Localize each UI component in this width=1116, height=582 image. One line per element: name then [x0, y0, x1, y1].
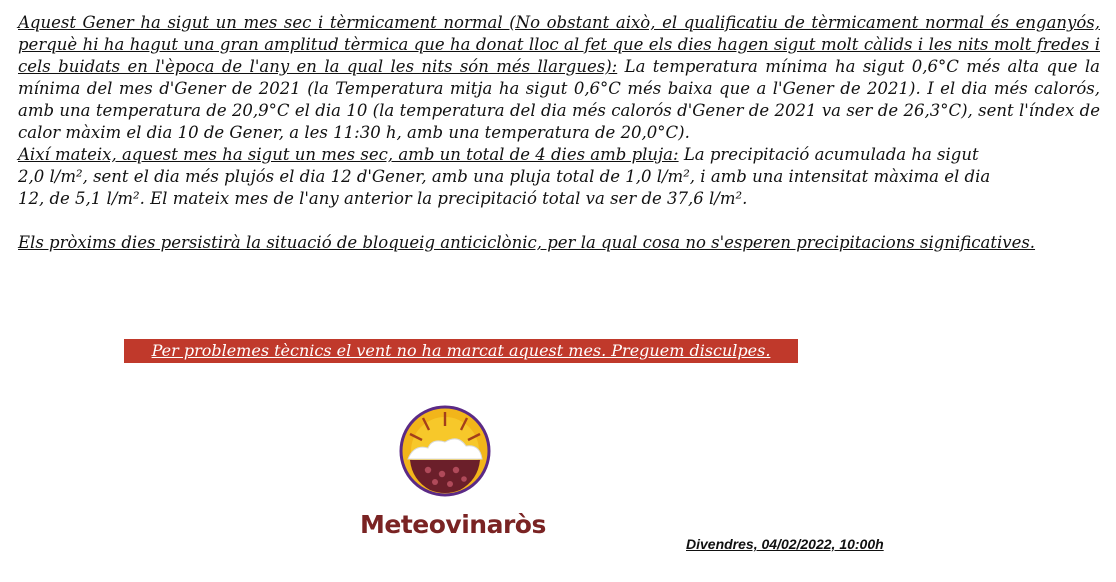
paragraph-forecast [18, 232, 1100, 254]
notice-banner: Per problemes tècnics el vent no ha marcat aquest mes. Preguem disculpes. [124, 339, 798, 363]
report-text [18, 12, 1100, 254]
paragraph-temperature-body: La temperatura mínima ha sigut 0,6°C més alta que la mínima del mes d'Gener de 2021 (la Temperatura mitja ha sigut 0,6°C més baixa que a l'Gener de 2021). I el dia més calorós, amb una temperatura de 20,9°C el dia 10 (la temperatura del dia més calorós d'Gener de 2021 va ser de 26,3°C), sent l'índex de calor màxim el dia 10 de Gener, a les 11:30 h, amb una temperatura de 20,0°C). [18, 57, 1100, 142]
sun-cloud-rain-logo-icon [398, 404, 492, 498]
paragraph-temperature-lead: Aquest Gener ha sigut un mes sec i tèrmicament normal (No obstant això, el qualificatiu de tèrmicament normal és enganyós, perquè hi ha hagut una gran amplitud tèrmica que ha donat lloc al fet que els dies hagen sigut molt càlids i les nits molt fredes i cels buidats en l'època de l'any en la qual les nits són més llargues): [18, 13, 1100, 76]
paragraph-precipitation-lead: Així mateix, aquest mes ha sigut un mes sec, amb un total de 4 dies amb pluja: [18, 145, 679, 164]
spacer [18, 210, 1100, 232]
paragraph-temperature [18, 12, 1100, 144]
logo-graphic [398, 404, 492, 498]
paragraph-forecast-lead: Els pròxims dies persistirà la situació de bloqueig anticiclònic, per la qual cosa no s'esperen precipitacions significatives. [18, 233, 1036, 252]
paragraph-precipitation [18, 144, 1008, 210]
report-date: Divendres, 04/02/2022, 10:00h [686, 536, 884, 552]
brand-name: Meteovinaròs [360, 510, 546, 539]
paragraph-precipitation-body: La precipitació acumulada ha sigut 2,0 l/m², sent el dia més plujós el dia 12 d'Gener, amb una pluja total de 1,0 l/m², i amb una intensitat màxima el dia 12, de 5,1 l/m². El mateix mes de l'any anterior la precipitació total va ser de 37,6 l/m². [18, 145, 991, 208]
